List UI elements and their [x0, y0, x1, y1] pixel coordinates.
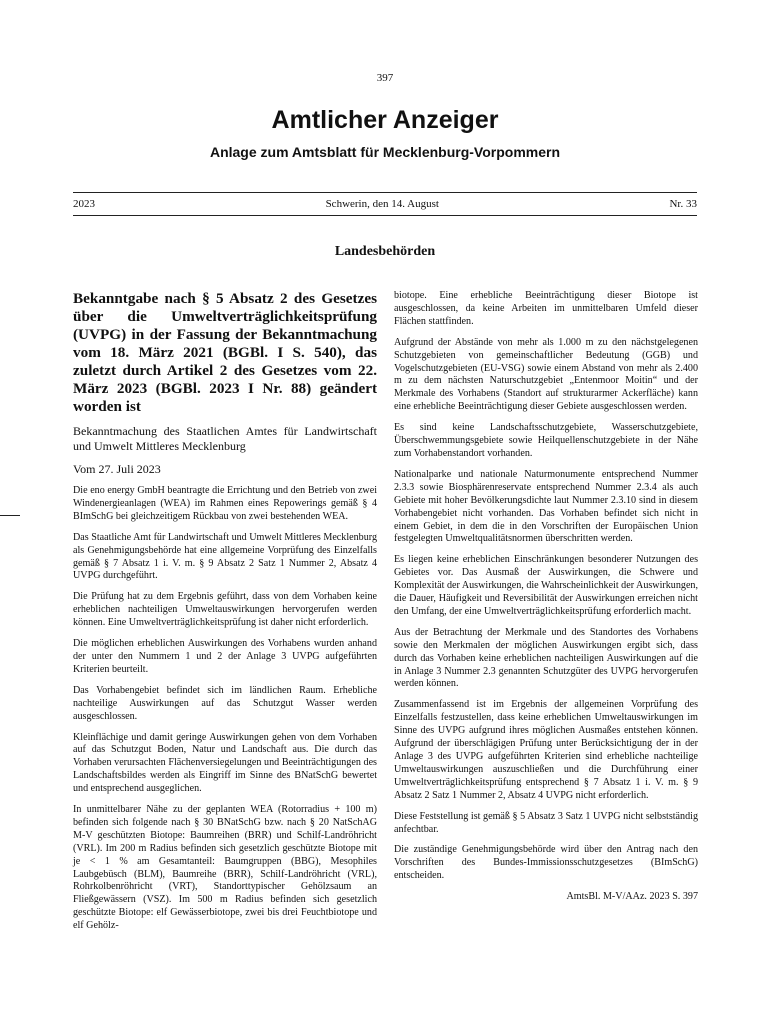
body-paragraph: In unmittelbarer Nähe zu der geplanten WEA (Rotorradius + 100 m) befinden sich folgende nach § 30 BNatSchG bzw. nach § 20 NatSchAG M-V geschützten Biotope: Baumreihen (BRR) und Schilf-Landröhricht (VRL). Im 200 m Radius befinden sich gesetzlich geschützte Biotope mit je < 1 % am Gesamtanteil: Baumgruppen (BBG), Mesophiles Laubgebüsch (BLM), Baumreihe (BRR), Schilf-Landröhricht (VRL), Rohrkolbenröhricht (VRT), Standorttypischer Gehölzsaum an Fließgewässern (VSZ). Im 500 m Radius befinden sich gesetzlich geschützte Biotope: elf Gewässerbiotope, zwei bis drei Feuchtbiotope und elf Gehölz- — [73, 804, 377, 932]
body-paragraph: Nationalparke und nationale Naturmonumente entsprechend Nummer 2.3.3 sowie Biosphärenreservate entsprechend Nummer 2.3.4 als auch Gebiete mit hoher Bevölkerungsdichte laut Nummer 2.3.10 sind in diesem Vorhabengebiet nicht vorhanden. Das Vorhaben befindet sich nicht in einem Gebiet, in dem die in den Vorschriften der Europäischen Union festgelegten Umweltqualitätsnormen überschritten werden. — [394, 468, 698, 545]
body-paragraph: Aufgrund der Abstände von mehr als 1.000 m zu den nächstgelegenen Schutzgebieten von gemeinschaftlicher Bedeutung (GGB) und Vogelschutzgebieten (EU-VSG) sowie einem Abstand von mehr als 2.400 m zu dem nächsten Naturschutzgebiet „Entenmoor Moitin“ und der Merkmale des Vorhabens (Standort auf strukturarmer Ackerfläche) kann eine erhebliche Beeinträchtigung dieser Gebiete ausgeschlossen werden. — [394, 336, 698, 413]
page-number: 397 — [376, 72, 394, 84]
header-rule-top — [73, 192, 697, 193]
article-date: Vom 27. Juli 2023 — [73, 462, 161, 476]
body-paragraph: Die zuständige Genehmigungsbehörde wird über den Antrag nach den Vorschriften des Bundes-Immissionsschutzgesetzes (BImSchG) entscheiden. — [394, 844, 698, 882]
issue-number: Nr. 33 — [669, 198, 697, 210]
body-paragraph: Die möglichen erheblichen Auswirkungen des Vorhabens wurden anhand der unter den Nummern 1 und 2 der Anlage 3 UVPG aufgeführten Kriterien beurteilt. — [73, 638, 377, 675]
header-rule-bottom — [73, 215, 697, 216]
body-paragraph: Zusammenfassend ist im Ergebnis der allgemeinen Vorprüfung des Einzelfalls festzustellen, dass keine erheblichen Umweltauswirkungen im Sinne des UVPG aufgrund ihres möglichen Ausmaßes entstehen können. Aufgrund der überschlägigen Prüfung unter Berücksichtigung der in der Anlage 3 des UVPG aufgeführten Kriterien sind erhebliche nachteilige Umweltauswirkungen auszuschließen und die Durchführung einer Umweltverträglichkeitsprüfung entsprechend § 7 Absatz 1 i. V. m. § 9 Absatz 2 Satz 1 Nummer 2, Absatz 4 UVPG nicht erforderlich. — [394, 699, 698, 801]
publication-subtitle: Anlage zum Amtsblatt für Mecklenburg-Vorpommern — [209, 144, 561, 160]
body-paragraph: Das Staatliche Amt für Landwirtschaft und Umwelt Mittleres Mecklenburg als Genehmigungsbehörde hat eine allgemeine Vorprüfung des Einzelfalls gemäß § 7 Absatz 1 i. V. m. § 9 Absatz 2 Satz 1 Nummer 2, Absatz 4 UVPG durchgeführt. — [73, 531, 377, 582]
section-title: Landesbehörden — [334, 244, 436, 259]
body-paragraph: Diese Feststellung ist gemäß § 5 Absatz 3 Satz 1 UVPG nicht selbstständig anfechtbar. — [394, 810, 698, 835]
issue-year: 2023 — [73, 198, 95, 210]
article-issuer: Bekanntmachung des Staatlichen Amtes für Landwirtschaft und Umwelt Mittleres Mecklenburg — [73, 424, 377, 453]
body-paragraph: biotope. Eine erhebliche Beeinträchtigung dieser Biotope ist ausgeschlossen, da keine Arbeiten im unmittelbaren Umfeld dieser Flächen stattfinden. — [394, 290, 698, 327]
margin-mark — [0, 515, 20, 516]
publication-title: Amtlicher Anzeiger — [271, 106, 499, 134]
right-column — [394, 290, 698, 912]
dateline — [73, 198, 697, 210]
left-column — [73, 290, 377, 941]
body-paragraph: Es liegen keine erheblichen Einschränkungen besonderer Nutzungen des Gebietes vor. Das Ausmaß der Auswirkungen, die Schwere und Komplexität der Auswirkungen, die Wahrscheinlichkeit der Auswirkungen, die Dauer, Häufigkeit und Reversibilität der Auswirkungen erreichen nicht den Umfang, der eine Umweltverträglichkeitsprüfung erforderlich macht. — [394, 554, 698, 617]
body-paragraph: Die Prüfung hat zu dem Ergebnis geführt, dass von dem Vorhaben keine erheblichen nachteiligen Umweltauswirkungen hervorgerufen werden können. Eine Umweltverträglichkeitsprüfung ist daher nicht erforderlich. — [73, 591, 377, 629]
body-paragraph: Die eno energy GmbH beantragte die Errichtung und den Betrieb von zwei Windenergieanlagen (WEA) im Rahmen eines Repowerings gemäß § 4 BImSchG bei gleichzeitigem Rückbau von zwei bestehenden WEA. — [73, 485, 377, 522]
body-paragraph: Das Vorhabengebiet befindet sich im ländlichen Raum. Erhebliche nachteilige Auswirkungen auf das Schutzgut Wasser werden ausgeschlossen. — [73, 684, 377, 722]
issue-place-date: Schwerin, den 14. August — [325, 198, 439, 210]
body-paragraph: Kleinflächige und damit geringe Auswirkungen gehen von dem Vorhaben auf das Schutzgut Boden, Natur und Landschaft aus. Die durch das Vorhaben verursachten Flächenversiegelungen und Beeinträchtigungen des Landschaftsbildes werden als Eingriff im Sinne des BNatSchG bewertet und entsprechend ausgeglichen. — [73, 731, 377, 795]
article-headline: Bekanntgabe nach § 5 Absatz 2 des Gesetzes über die Umweltverträglichkeitsprüfung (UVPG) in der Fassung der Bekanntmachung vom 18. März 2021 (BGBl. I S. 540), das zuletzt durch Artikel 2 des Gesetzes vom 22. März 2023 (BGBl. 2023 I Nr. 88) geändert worden ist — [73, 290, 377, 415]
body-paragraph: Aus der Betrachtung der Merkmale und des Standortes des Vorhabens sowie den Merkmalen der möglichen Auswirkungen ergibt sich, dass durch das Vorhaben keine erheblichen nachteiligen Auswirkungen auf die in Anlage 3 Nummer 2.3 genannten Schutzgüter des UVPG hervorgerufen werden können. — [394, 626, 698, 690]
body-paragraph: Es sind keine Landschaftsschutzgebiete, Wasserschutzgebiete, Überschwemmungsgebiete sowie Heilquellenschutzgebiete in der Nähe zum Vorhabenstandort vorhanden. — [394, 422, 698, 459]
citation: AmtsBl. M-V/AAz. 2023 S. 397 — [566, 891, 698, 903]
